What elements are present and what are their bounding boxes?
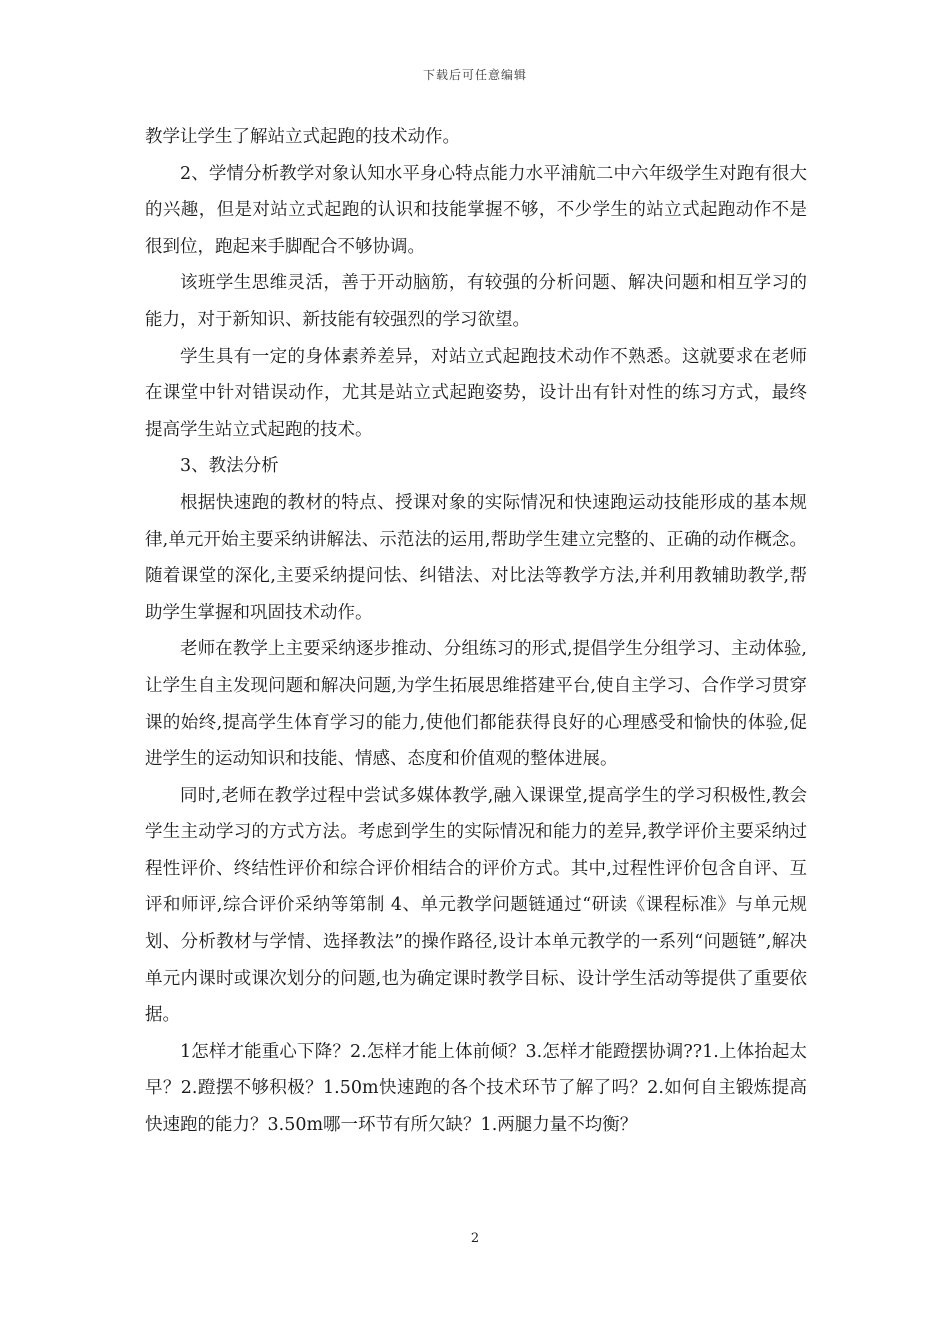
paragraph-3: 该班学生思维灵活，善于开动脑筋，有较强的分析问题、解决问题和相互学习的能力，对于新知识、新技能有较强烈的学习欲望。 (145, 273, 807, 330)
paragraph-2: 2、学情分析教学对象认知水平身心特点能力水平浦航二中六年级学生对跑有很大的兴趣，但是对站立式起跑的认识和技能掌握不够，不少学生的站立式起跑动作不是很到位，跑起来手脚配合不够协调。 (145, 163, 807, 257)
paragraph-4: 学生具有一定的身体素养差异，对站立式起跑技术动作不熟悉。这就要求在老师在课堂中针对错误动作，尤其是站立式起跑姿势，设计出有针对性的练习方式，最终提高学生站立式起跑的技术。 (145, 346, 807, 440)
page-number: 2 (470, 1231, 480, 1246)
paragraph-8: 同时,老师在教学过程中尝试多媒体教学,融入课课堂,提高学生的学习积极性,教会学生主动学习的方式方法。考虑到学生的实际情况和能力的差异,教学评价主要采纳过程性评价、终结性评价和综合评价相结合的评价方式。其中,过程性评价包含自评、互评和师评,综合评价采纳等第制 4、单元教学问题链通过“研读《课程标准》与单元规划、分析教材与学情、选择教法”的操作路径,设计本单元教学的一系列“问题链”,解决单元内课时或课次划分的问题,也为确定课时教学目标、设计学生活动等提供了重要依据。 (145, 785, 807, 1026)
page-header: 下载后可任意编辑 (422, 68, 527, 82)
paragraph-7: 老师在教学上主要采纳逐步推动、分组练习的形式,提倡学生分组学习、主动体验,让学生自主发现问题和解决问题,为学生拓展思维搭建平台,使自主学习、合作学习贯穿课的始终,提高学生体育学习的能力,使他们都能获得良好的心理感受和愉快的体验,促进学生的运动知识和技能、情感、态度和价值观的整体进展。 (145, 639, 807, 770)
paragraph-1: 教学让学生了解站立式起跑的技术动作。 (145, 127, 460, 147)
body-text (145, 119, 807, 1144)
paragraph-9: 1怎样才能重心下降？2.怎样才能上体前倾？3.怎样才能蹬摆协调??1.上体抬起太早？2.蹬摆不够积极？1.50m快速跑的各个技术环节了解了吗？2.如何自主锻炼提高快速跑的能力？3.50m哪一环节有所欠缺？1.两腿力量不均衡？ (145, 1041, 807, 1136)
section-heading-teaching-method: 3、教法分析 (180, 456, 279, 477)
paragraph-6: 根据快速跑的教材的特点、授课对象的实际情况和快速跑运动技能形成的基本规律,单元开始主要采纳讲解法、示范法的运用,帮助学生建立完整的、正确的动作概念。随着课堂的深化,主要采纳提问怯、纠错法、对比法等教学方法,并利用教辅助教学,帮助学生掌握和巩固技术动作。 (145, 492, 807, 623)
